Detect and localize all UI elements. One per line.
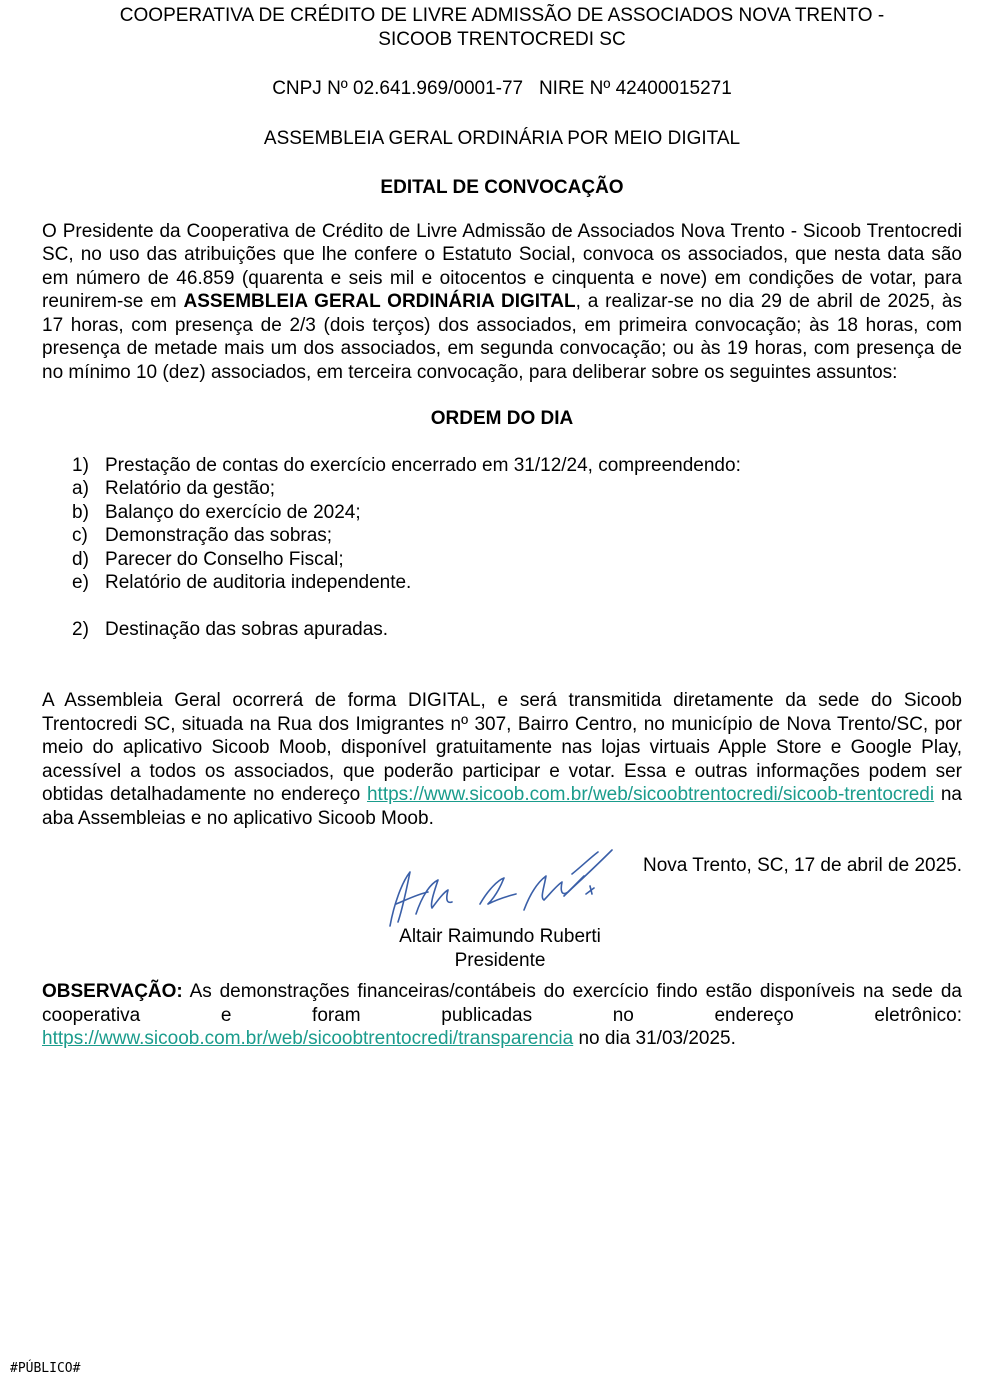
agenda-subitem [72, 571, 962, 595]
signature-stroke [564, 850, 612, 896]
signature-strokes [390, 850, 612, 926]
assembly-info-link[interactable]: https://www.sicoob.com.br/web/sicoobtrentocredi/sicoob-trentocredi [366, 784, 935, 805]
agenda-list [42, 454, 962, 642]
agenda-subitem [72, 477, 962, 501]
signer-name: Altair Raimundo Ruberti [399, 926, 601, 947]
signature-stroke [480, 878, 516, 904]
organization-header [42, 4, 962, 51]
agenda-item [72, 454, 962, 478]
observation-label: OBSERVAÇÃO: [42, 981, 183, 1002]
signature-stroke [524, 876, 584, 910]
signature-stroke [586, 886, 594, 894]
agenda-subitem-text: Balanço do exercício de 2024; [105, 501, 361, 523]
place-and-date: Nova Trento, SC, 17 de abril de 2025. [643, 855, 962, 876]
classification-tag: #PÚBLICO# [10, 1361, 81, 1376]
agenda-subitem-text: Demonstração das sobras; [105, 525, 333, 546]
agenda-subitem-marker: c) [72, 525, 88, 546]
transparency-link[interactable]: https://www.sicoob.com.br/web/sicoobtrentocredi/transparencia [42, 1028, 574, 1049]
intro-text-after: , a realizar-se no dia 29 de abril de 2025, às 17 horas, com presença de 2/3 (dois terços) dos associados, em primeira convocação; às 18 horas, com presença de metade mais um dos associados, em segunda convocação; ou às 19 horas, com presença de no mínimo 10 (dez) associados, em terceira convocação, para deliberar sobre os seguintes assuntos: [42, 291, 962, 383]
agenda-item-text: Destinação das sobras apuradas. [105, 618, 389, 640]
agenda-subitem [72, 524, 962, 548]
transmission-paragraph [42, 689, 962, 830]
agenda-subitem-marker: e) [72, 572, 89, 593]
signature-block [42, 854, 962, 971]
intro-emphasis: ASSEMBLEIA GERAL ORDINÁRIA DIGITAL [183, 291, 576, 312]
agenda-subitem [72, 548, 962, 572]
observation-text-before: As demonstrações financeiras/contábeis do exercício findo estão disponíveis na sede da cooperativa e foram publicadas no endereço eletrônico: [42, 981, 962, 1026]
transmission-text-before: A Assembleia Geral ocorrerá de forma DIGITAL, e será transmitida diretamente da sede do Sicoob Trentocredi SC, situada na Rua dos Imigrantes nº 307, Bairro Centro, no município de Nova Trento/SC, por meio do aplicativo Sicoob Moob, disponível gratuitamente nas lojas virtuais Apple Store e Google Play, acessível a todos os associados, que poderão participar e votar. Essa e outras informações podem ser obtidas detalhadamente no endereço [42, 690, 962, 805]
agenda-subitem-text: Relatório de auditoria independente. [105, 572, 412, 593]
agenda-item-marker: 1) [72, 454, 89, 476]
agenda-subitem-marker: b) [72, 501, 89, 523]
assembly-type: ASSEMBLEIA GERAL ORDINÁRIA POR MEIO DIGITAL [263, 127, 741, 149]
transmission-text-after: na aba Assembleias e no aplicativo Sicoob Moob. [42, 784, 962, 829]
signature-stroke [416, 880, 452, 914]
agenda-subitem-text: Relatório da gestão; [105, 478, 276, 499]
agenda-title: ORDEM DO DIA [430, 408, 574, 429]
registration-numbers: CNPJ Nº 02.641.969/0001-77 NIRE Nº 42400015271 [272, 78, 732, 99]
agenda-item-marker: 2) [72, 618, 89, 640]
agenda-subitem [72, 501, 962, 525]
agenda-subitem-text: Parecer do Conselho Fiscal; [105, 548, 344, 570]
document-title: EDITAL DE CONVOCAÇÃO [380, 177, 624, 198]
intro-paragraph [42, 220, 962, 385]
signer-role: Presidente [454, 949, 546, 971]
organization-name-line1: COOPERATIVA DE CRÉDITO DE LIVRE ADMISSÃO DE ASSOCIADOS NOVA TRENTO - [119, 5, 885, 26]
document-page [42, 4, 962, 1051]
agenda-subitem-marker: d) [72, 548, 89, 570]
organization-name-line2: SICOOB TRENTOCREDI SC [378, 28, 626, 50]
agenda-item [72, 618, 962, 642]
signer-info [390, 925, 610, 972]
agenda-item-text: Prestação de contas do exercício encerrado em 31/12/24, compreendendo: [105, 454, 741, 476]
intro-text-before: O Presidente da Cooperativa de Crédito de Livre Admissão de Associados Nova Trento - Sicoob Trentocredi SC, no uso das atribuições que lhe confere o Estatuto Social, convoca os associados, que nesta data são em número de 46.859 (quarenta e seis mil e oitocentos e cinquenta e nove) em condições de votar, para reunirem-se em [42, 220, 962, 312]
observation-text-after: no dia 31/03/2025. [573, 1028, 736, 1049]
agenda-spacer [72, 595, 962, 618]
agenda-subitem-marker: a) [72, 478, 89, 499]
observation-paragraph [42, 980, 962, 1051]
